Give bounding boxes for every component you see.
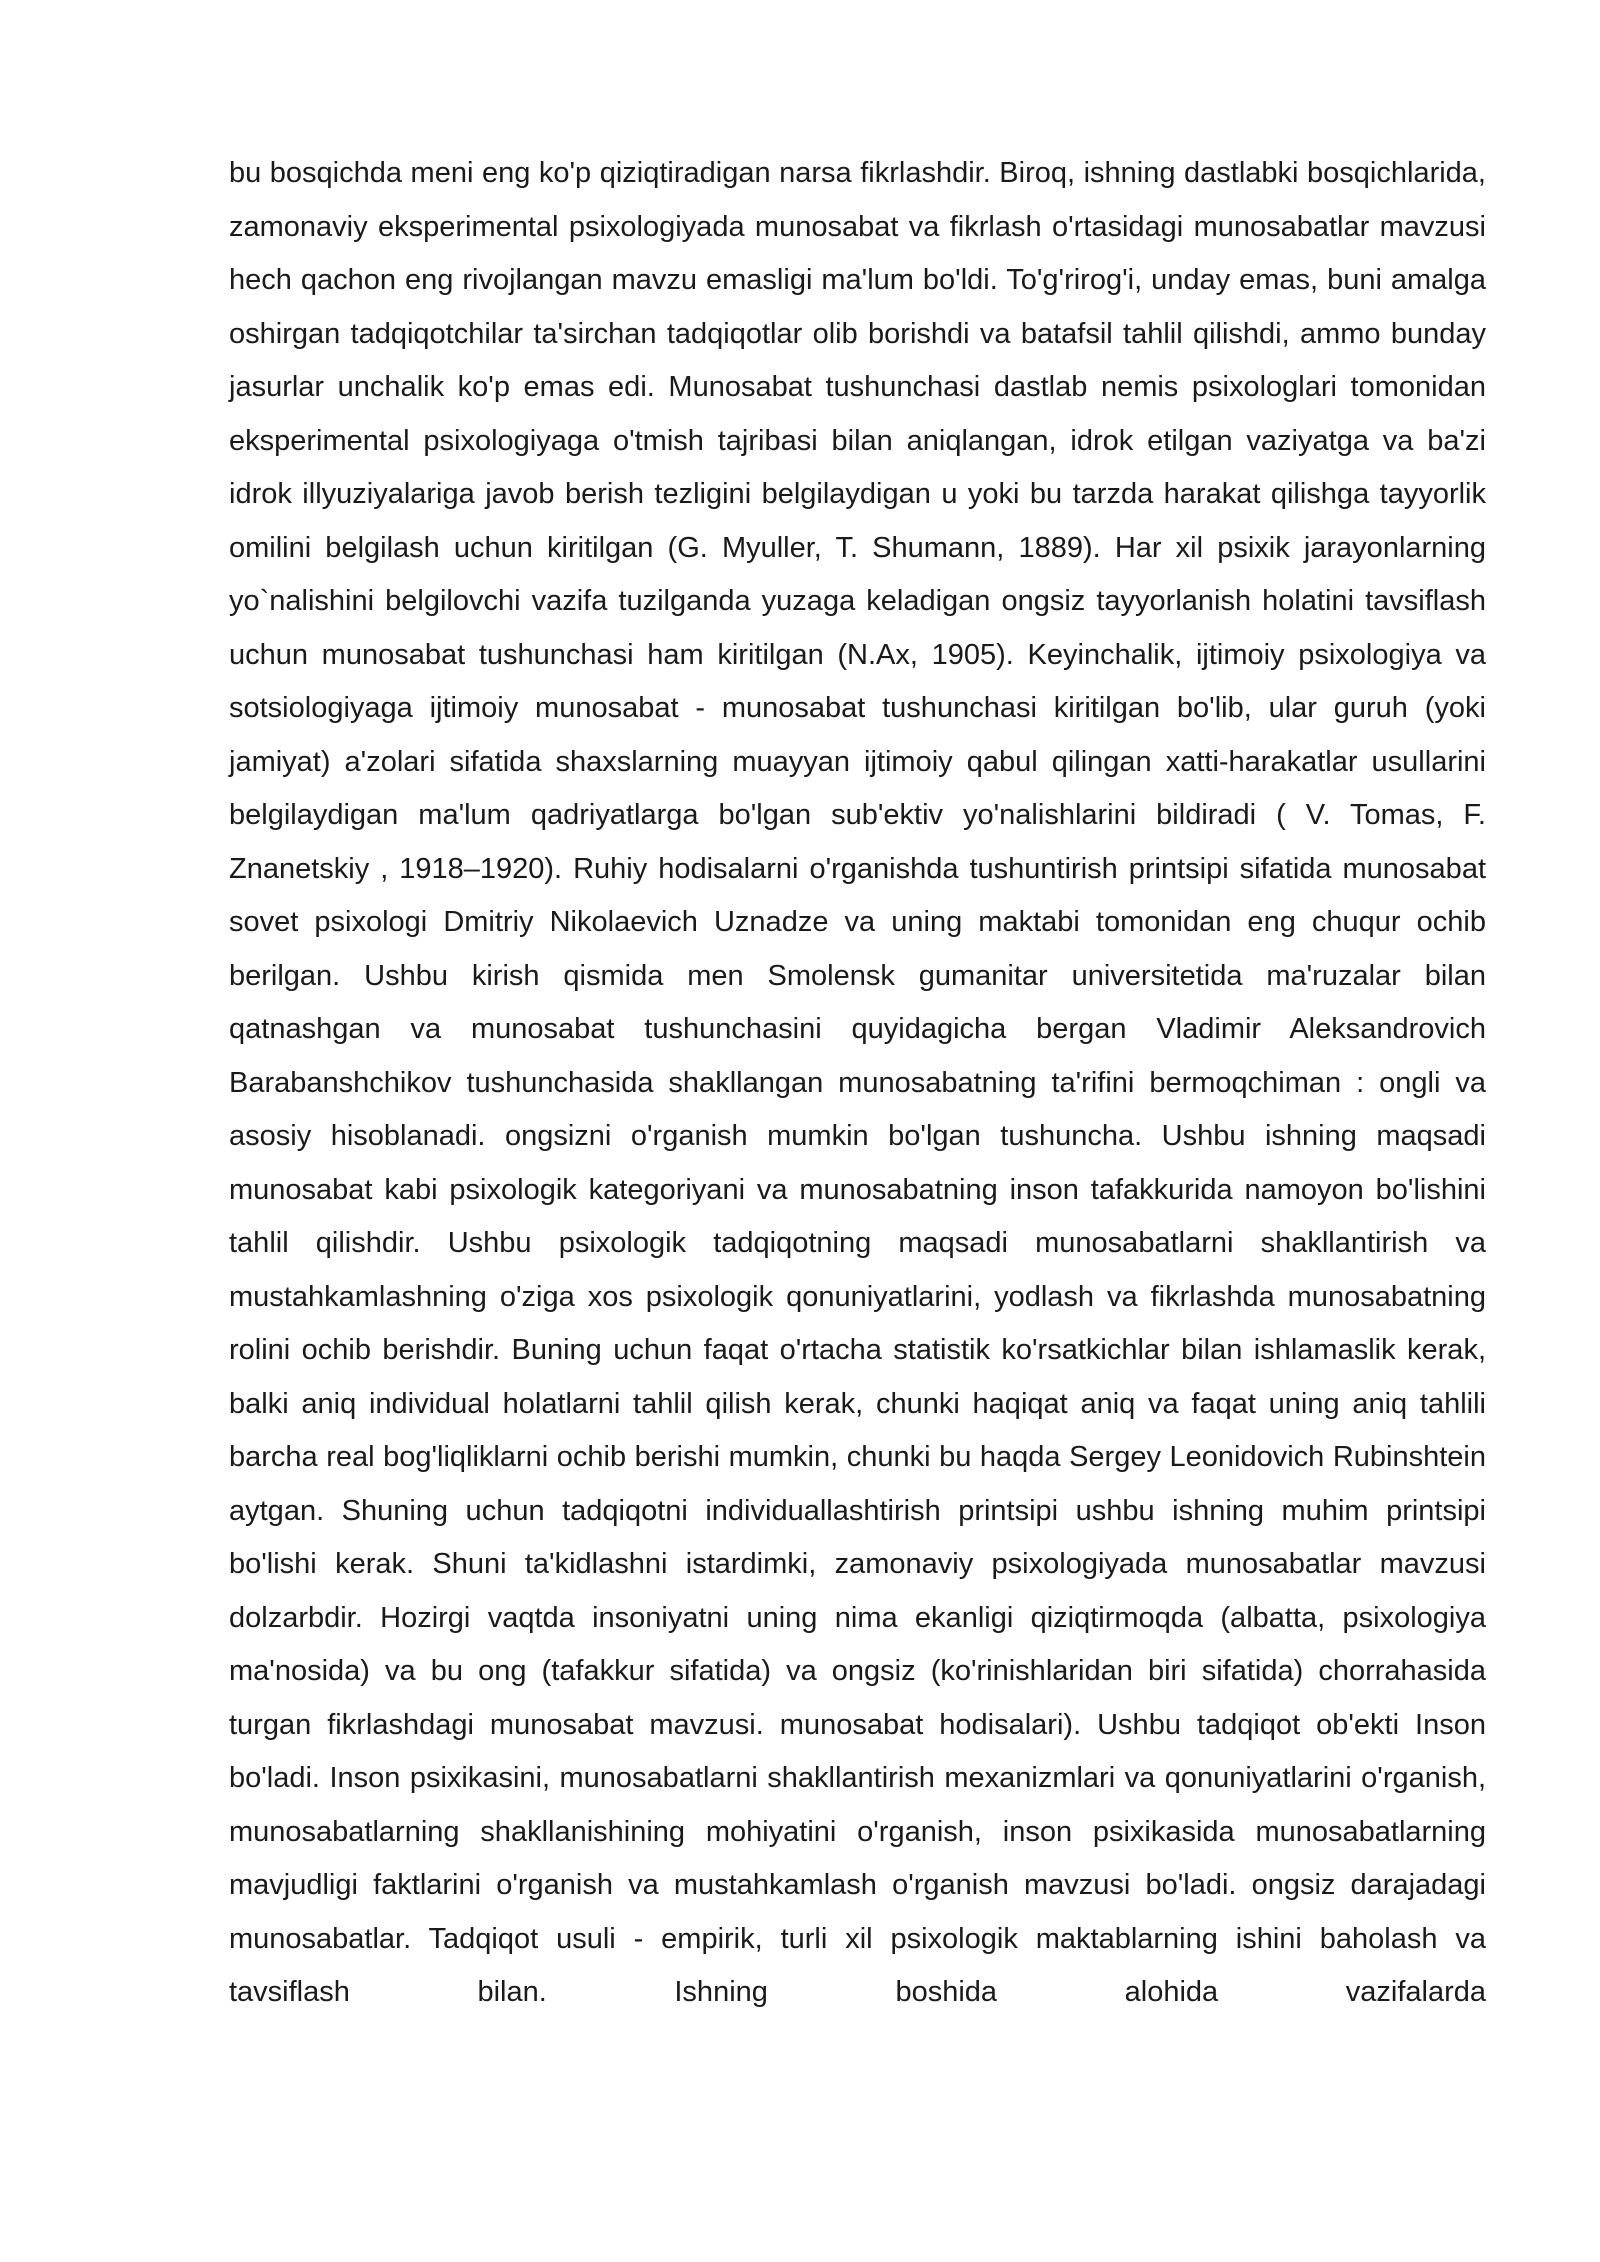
body-paragraph: bu bosqichda meni eng ko'p qiziqtiradigan narsa fikrlashdir. Biroq, ishning dastlabki bosqichlarida, zamonaviy eksperimental psixologiyada munosabat va fikrlash o'rtasidagi munosabatlar mavzusi hech qachon eng rivojlangan mavzu emasligi ma'lum bo'ldi. To'g'rirog'i, unday emas, buni amalga oshirgan tadqiqotchilar ta'sirchan tadqiqotlar olib borishdi va batafsil tahlil qilishdi, ammo bunday jasurlar unchalik ko'p emas edi. Munosabat tushunchasi dastlab nemis psixologlari tomonidan eksperimental psixologiyaga o'tmish tajribasi bilan aniqlangan, idrok etilgan vaziyatga va ba'zi idrok illyuziyalariga javob berish tezligini belgilaydigan u yoki bu tarzda harakat qilishga tayyorlik omilini belgilash uchun kiritilgan (G. Myuller, T. Shumann, 1889). Har xil psixik jarayonlarning yo`nalishini belgilovchi vazifa tuzilganda yuzaga keladigan ongsiz tayyorlanish holatini tavsiflash uchun munosabat tushunchasi ham kiritilgan (N.Ax, 1905). Keyinchalik, ijtimoiy psixologiya va sotsiologiyaga ijtimoiy munosabat - munosabat tushunchasi kiritilgan bo'lib, ular guruh (yoki jamiyat) a'zolari sifatida shaxslarning muayyan ijtimoiy qabul qilingan xatti-harakatlar usullarini belgilaydigan ma'lum qadriyatlarga bo'lgan sub'ektiv yo'nalishlarini bildiradi ( V. Tomas, F. Znanetskiy , 1918–1920). Ruhiy hodisalarni o'rganishda tushuntirish printsipi sifatida munosabat sovet psixologi Dmitriy Nikolaevich Uznadze va uning maktabi tomonidan eng chuqur ochib berilgan. Ushbu kirish qismida men Smolensk gumanitar universitetida ma'ruzalar bilan qatnashgan va munosabat tushunchasini quyidagicha bergan Vladimir Aleksandrovich Barabanshchikov tushunchasida shakllangan munosabatning ta'rifini bermoqchiman : ongli va asosiy hisoblanadi. ongsizni o'rganish mumkin bo'lgan tushuncha. Ushbu ishning maqsadi munosabat kabi psixologik kategoriyani va munosabatning inson tafakkurida namoyon bo'lishini tahlil qilishdir. Ushbu psixologik tadqiqotning maqsadi munosabatlarni shakllantirish va mustahkamlashning o'ziga xos psixologik qonuniyatlarini, yodlash va fikrlashda munosabatning rolini ochib berishdir. Buning uchun faqat o'rtacha statistik ko'rsatkichlar bilan ishlamaslik kerak, balki aniq individual holatlarni tahlil qilish kerak, chunki haqiqat aniq va faqat uning aniq tahlili barcha real bog'liqliklarni ochib berishi mumkin, chunki bu haqda Sergey Leonidovich Rubinshtein aytgan. Shuning uchun tadqiqotni individuallashtirish printsipi ushbu ishning muhim printsipi bo'lishi kerak. Shuni ta'kidlashni istardimki, zamonaviy psixologiyada munosabatlar mavzusi dolzarbdir. Hozirgi vaqtda insoniyatni uning nima ekanligi qiziqtirmoqda (albatta, psixologiya ma'nosida) va bu ong (tafakkur sifatida) va ongsiz (ko'rinishlaridan biri sifatida) chorrahasida turgan fikrlashdagi munosabat mavzusi. munosabat hodisalari). Ushbu tadqiqot ob'ekti Inson bo'ladi. Inson psixikasini, munosabatlarni shakllantirish mexanizmlari va qonuniyatlarini o'rganish, munosabatlarning shakllanishining mohiyatini o'rganish, inson psixikasida munosabatlarning mavjudligi faktlarini o'rganish va mustahkamlash o'rganish mavzusi bo'ladi. ongsiz darajadagi munosabatlar. Tadqiqot usuli - empirik, turli xil psixologik maktablarning ishini baholash va tavsiflash bilan. Ishning boshida alohida vazifalarda xyxy=(229,157,1486,2008)
